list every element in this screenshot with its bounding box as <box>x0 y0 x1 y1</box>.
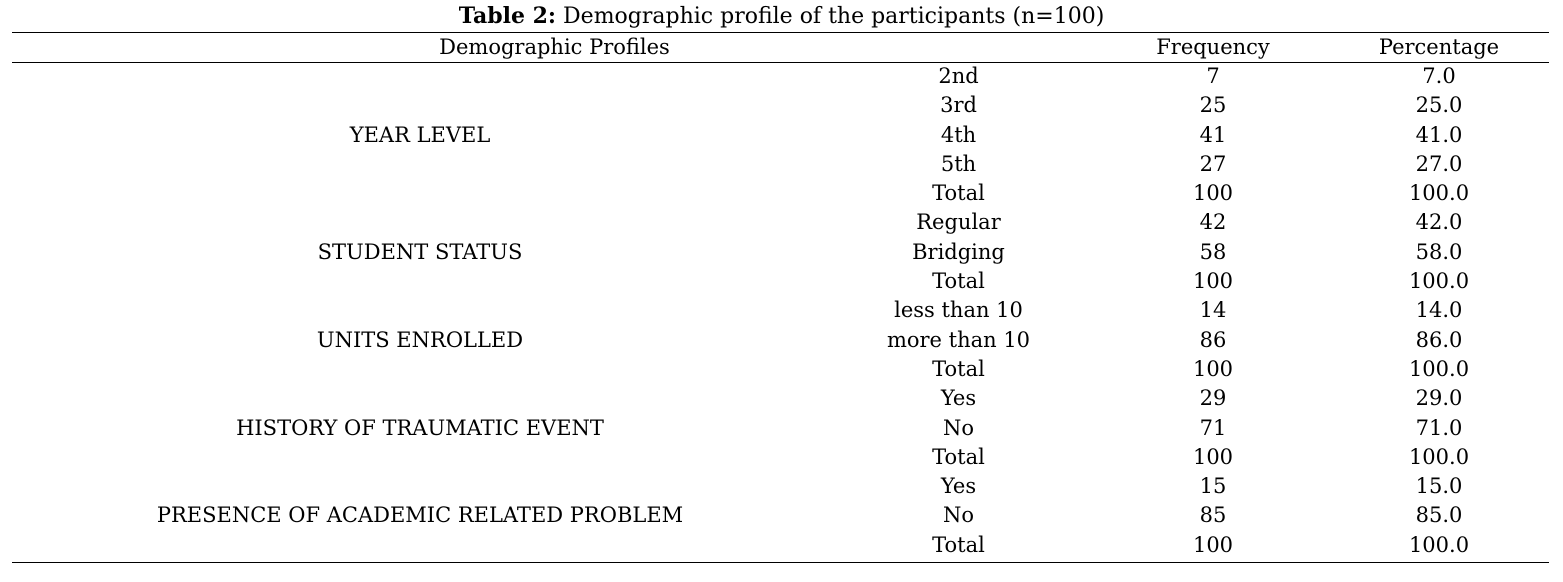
percentage-cell: 100.0 <box>1408 532 1470 557</box>
percentage-cell: 41.0 <box>1415 122 1463 147</box>
percentage-cell: 100.0 <box>1408 444 1470 469</box>
frequency-cell: 29 <box>1199 386 1227 411</box>
frequency-cell: 86 <box>1199 327 1227 352</box>
percentage-cell: 86.0 <box>1415 327 1463 352</box>
category-cell: less than 10 <box>894 298 1023 323</box>
table-row <box>12 472 1549 501</box>
group-label: UNITS ENROLLED <box>316 327 524 352</box>
group-label: YEAR LEVEL <box>349 122 491 147</box>
category-cell: Yes <box>940 474 977 499</box>
percentage-cell: 100.0 <box>1408 269 1470 294</box>
percentage-cell: 15.0 <box>1415 474 1463 499</box>
frequency-cell: 100 <box>1192 269 1234 294</box>
group-label-cell <box>12 472 820 560</box>
percentage-cell: 27.0 <box>1415 151 1463 176</box>
header-row <box>12 33 1549 62</box>
category-cell: Total <box>932 269 985 294</box>
category-cell: 3rd <box>940 93 977 118</box>
percentage-cell: 100.0 <box>1408 356 1470 381</box>
category-cell: Bridging <box>912 239 1005 264</box>
table-row <box>12 62 1549 91</box>
percentage-cell: 25.0 <box>1415 93 1463 118</box>
table-row <box>12 384 1549 413</box>
category-cell: more than 10 <box>886 327 1031 352</box>
demographic-table <box>12 33 1549 560</box>
frequency-cell: 85 <box>1199 503 1227 528</box>
frequency-cell: 15 <box>1199 474 1227 499</box>
frequency-cell: 100 <box>1192 356 1234 381</box>
frequency-cell: 41 <box>1199 122 1227 147</box>
percentage-cell: 29.0 <box>1415 386 1463 411</box>
frequency-cell: 58 <box>1199 239 1227 264</box>
frequency-cell: 71 <box>1199 415 1227 440</box>
percentage-cell: 58.0 <box>1415 239 1463 264</box>
frequency-cell: 7 <box>1206 64 1220 88</box>
category-cell: Regular <box>916 210 1001 235</box>
category-cell: 4th <box>940 122 977 147</box>
table-row <box>12 296 1549 325</box>
table-caption-label: Table 2: <box>458 3 557 29</box>
percentage-cell: 14.0 <box>1415 298 1463 323</box>
group-label-cell <box>12 208 820 296</box>
frequency-cell: 42 <box>1199 210 1227 235</box>
header-demographic-profiles: Demographic Profiles <box>439 35 670 59</box>
table-header <box>12 33 1549 62</box>
header-percentage: Percentage <box>1378 35 1500 59</box>
table-caption <box>0 2 1563 31</box>
frequency-cell: 27 <box>1199 151 1227 176</box>
frequency-cell: 100 <box>1192 444 1234 469</box>
table-body <box>12 62 1549 560</box>
percentage-cell: 7.0 <box>1422 64 1456 88</box>
group-label: STUDENT STATUS <box>317 239 523 264</box>
percentage-cell: 71.0 <box>1415 415 1463 440</box>
percentage-cell: 85.0 <box>1415 503 1463 528</box>
group-label-cell <box>12 384 820 472</box>
category-cell: Yes <box>940 386 977 411</box>
header-frequency: Frequency <box>1156 35 1270 59</box>
category-cell: Total <box>932 444 985 469</box>
percentage-cell: 42.0 <box>1415 210 1463 235</box>
category-cell: Total <box>932 532 985 557</box>
category-cell: No <box>942 503 975 528</box>
table-caption-text: Demographic profile of the participants (n=100) <box>556 4 1105 29</box>
bottom-rule <box>12 562 1549 563</box>
frequency-cell: 100 <box>1192 181 1234 206</box>
category-cell: No <box>942 415 975 440</box>
frequency-cell: 14 <box>1199 298 1227 323</box>
table-row <box>12 208 1549 237</box>
group-label: PRESENCE OF ACADEMIC RELATED PROBLEM <box>156 503 684 528</box>
percentage-cell: 100.0 <box>1408 181 1470 206</box>
category-cell: 5th <box>940 151 977 176</box>
frequency-cell: 25 <box>1199 93 1227 118</box>
group-label-cell <box>12 296 820 384</box>
group-label-cell <box>12 62 820 208</box>
group-label: HISTORY OF TRAUMATIC EVENT <box>236 415 604 440</box>
category-cell: Total <box>932 356 985 381</box>
category-cell: Total <box>932 181 985 206</box>
frequency-cell: 100 <box>1192 532 1234 557</box>
category-cell: 2nd <box>938 64 979 88</box>
